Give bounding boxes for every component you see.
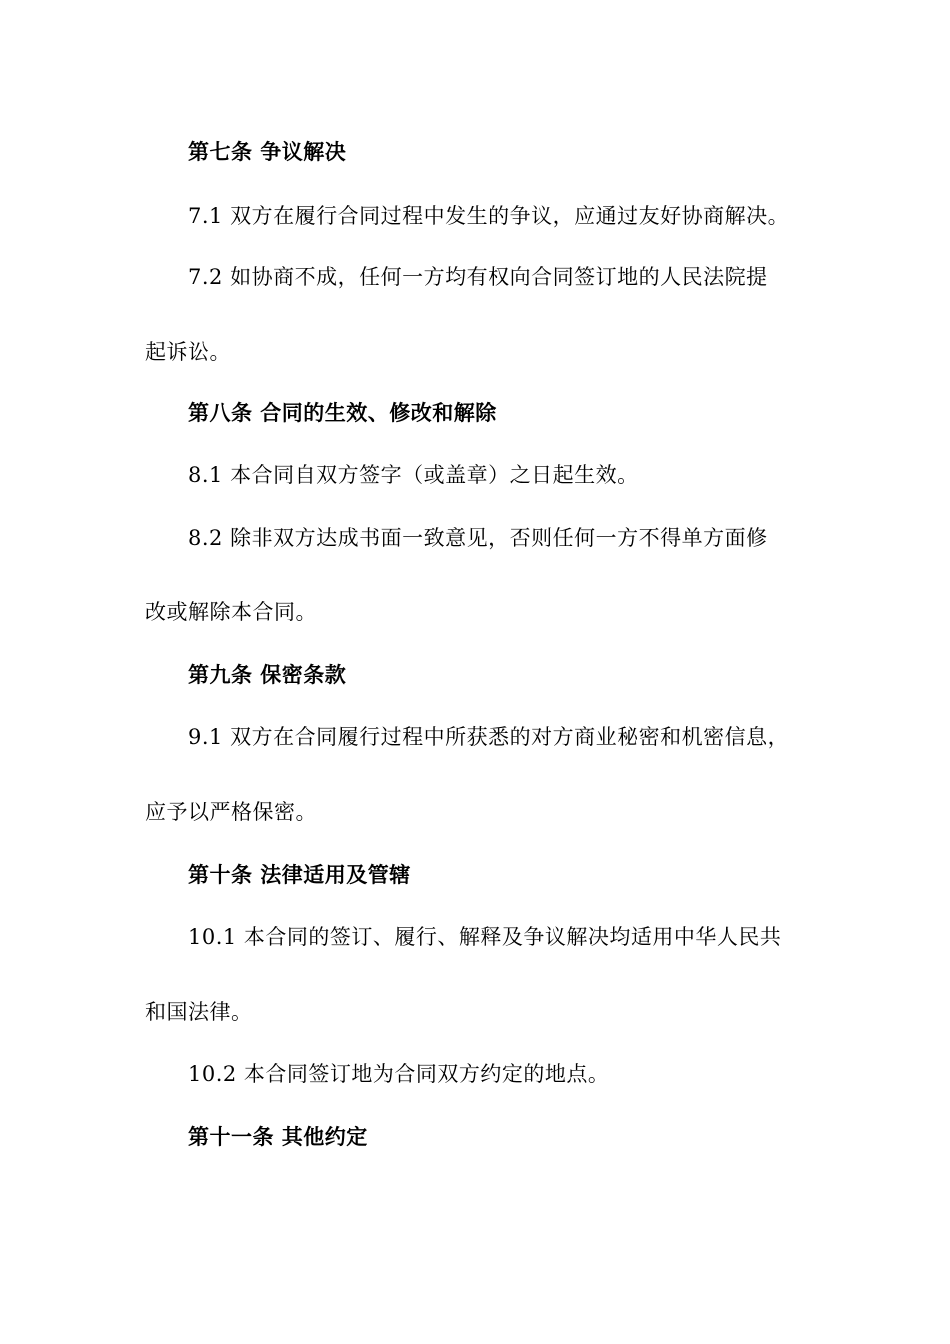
section-heading-7: 第七条 争议解决 bbox=[188, 140, 347, 164]
clause-8-2-continued: 改或解除本合同。 bbox=[145, 600, 317, 624]
section-heading-8: 第八条 合同的生效、修改和解除 bbox=[188, 401, 497, 425]
section-heading-10: 第十条 法律适用及管辖 bbox=[188, 863, 411, 887]
clause-7-2: 7.2 如协商不成，任何一方均有权向合同签订地的人民法院提 bbox=[188, 265, 768, 289]
clause-9-1: 9.1 双方在合同履行过程中所获悉的对方商业秘密和机密信息， bbox=[188, 725, 790, 749]
clause-7-1: 7.1 双方在履行合同过程中发生的争议，应通过友好协商解决。 bbox=[188, 204, 790, 228]
clause-10-2: 10.2 本合同签订地为合同双方约定的地点。 bbox=[188, 1062, 610, 1086]
clause-10-1-continued: 和国法律。 bbox=[145, 1000, 253, 1024]
clause-10-1: 10.1 本合同的签订、履行、解释及争议解决均适用中华人民共 bbox=[188, 925, 782, 949]
section-heading-11: 第十一条 其他约定 bbox=[188, 1125, 368, 1149]
section-heading-9: 第九条 保密条款 bbox=[188, 663, 347, 687]
clause-8-1: 8.1 本合同自双方签字（或盖章）之日起生效。 bbox=[188, 463, 639, 487]
clause-8-2: 8.2 除非双方达成书面一致意见，否则任何一方不得单方面修 bbox=[188, 526, 768, 550]
clause-7-2-continued: 起诉讼。 bbox=[145, 340, 231, 364]
clause-9-1-continued: 应予以严格保密。 bbox=[145, 800, 317, 824]
